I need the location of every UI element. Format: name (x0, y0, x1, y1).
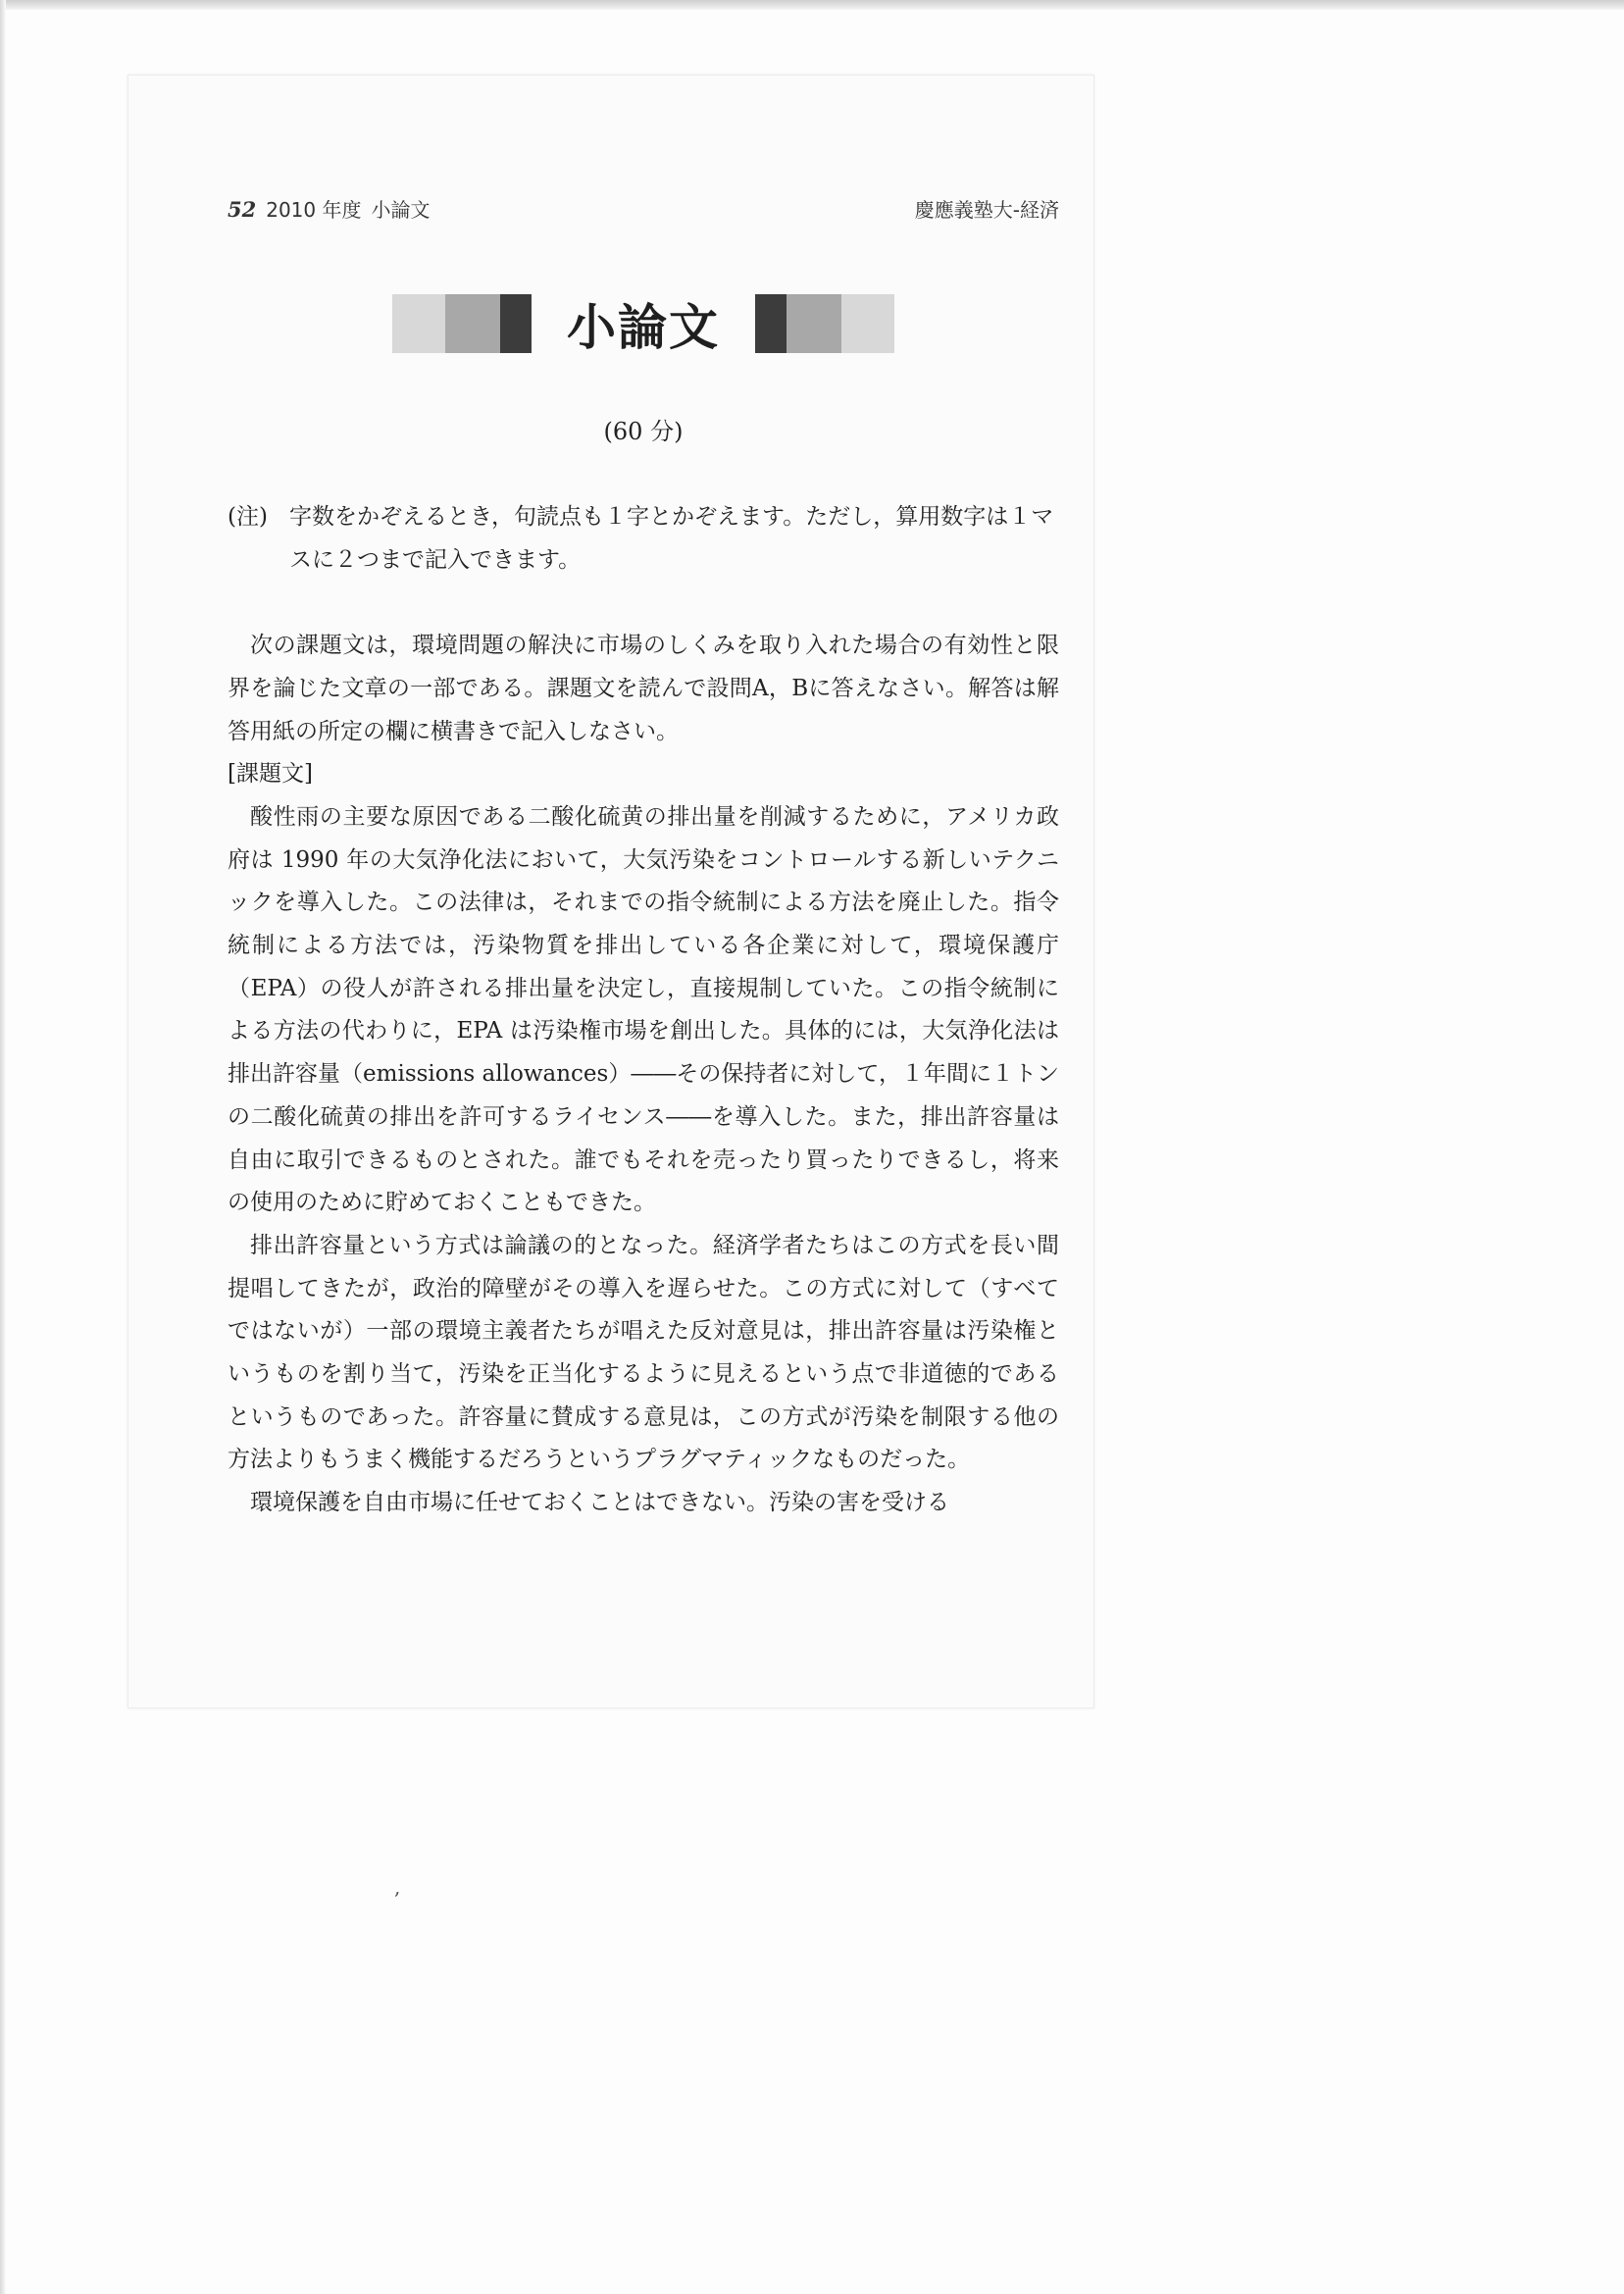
title-banner (392, 294, 894, 356)
exam-duration: (60 分) (603, 418, 684, 445)
year-label: 2010 年度 (266, 197, 362, 222)
note (228, 496, 1059, 582)
note-label: (注) (228, 504, 268, 530)
subject-label: 小論文 (371, 197, 431, 222)
passage-paragraph: 排出許容量という方式は論議の的となった。経済学者たちはこの方式を長い間提唱してきたが，政治的障壁がその導入を遅らせた。この方式に対して（すべてではないが）一部の環境主義者たちが唱えた反対意見は，排出許容量は汚染権というものを割り当て，汚染を正当化するように見えるという点で非道徳的であるというものであった。許容量に賛成する意見は，この方式が汚染を制限する他の方法よりもうまく機能するだろうというプラグマティックなものだった。 (228, 1232, 1059, 1473)
passage-paragraph: 環境保護を自由市場に任せておくことはできない。汚染の害を受ける (250, 1490, 949, 1516)
intro-paragraph: 次の課題文は，環境問題の解決に市場のしくみを取り入れた場合の有効性と限界を論じた文章の一部である。課題文を読んで設問A，Bに答えなさい。解答は解答用紙の所定の欄に横書きで記入しなさい。 (228, 633, 1059, 744)
scan-edge-top (0, 0, 1624, 10)
running-head-left (228, 194, 431, 223)
note-text: 字数をかぞえるとき，句読点も１字とかぞえます。ただし，算用数字は１マスに２つまで記入できます。 (288, 504, 1054, 573)
university-label: 慶應義塾大-経済 (914, 197, 1059, 222)
running-head (228, 190, 1059, 226)
page-number: 52 (228, 196, 257, 222)
page-title: 小論文 (561, 288, 726, 359)
body-text (228, 496, 1059, 1525)
stray-pen-mark: , (394, 1875, 401, 1899)
passage-paragraph: 酸性雨の主要な原因である二酸化硫黄の排出量を削減するために，アメリカ政府は 1990 年の大気浄化法において，大気汚染をコントロールする新しいテクニックを導入した。この法律は，それまでの指令統制による方法を廃止した。指令統制による方法では，汚染物質を排出している各企業に対して，環境保護庁（EPA）の役人が許される排出量を決定し，直接規制していた。この指令統制による方法の代わりに，EPA は汚染権市場を創出した。具体的には，大気浄化法は排出許容量（emissions allowances）――その保持者に対して，１年間に１トンの二酸化硫黄の排出を許可するライセンス――を導入した。また，排出許容量は自由に取引できるものとされた。誰でもそれを売ったり買ったりできるし，将来の使用のために貯めておくこともできた。 (228, 803, 1059, 1216)
scan-edge-left (0, 0, 6, 2294)
spacer (228, 582, 1059, 625)
section-label: [課題文] (228, 761, 313, 788)
